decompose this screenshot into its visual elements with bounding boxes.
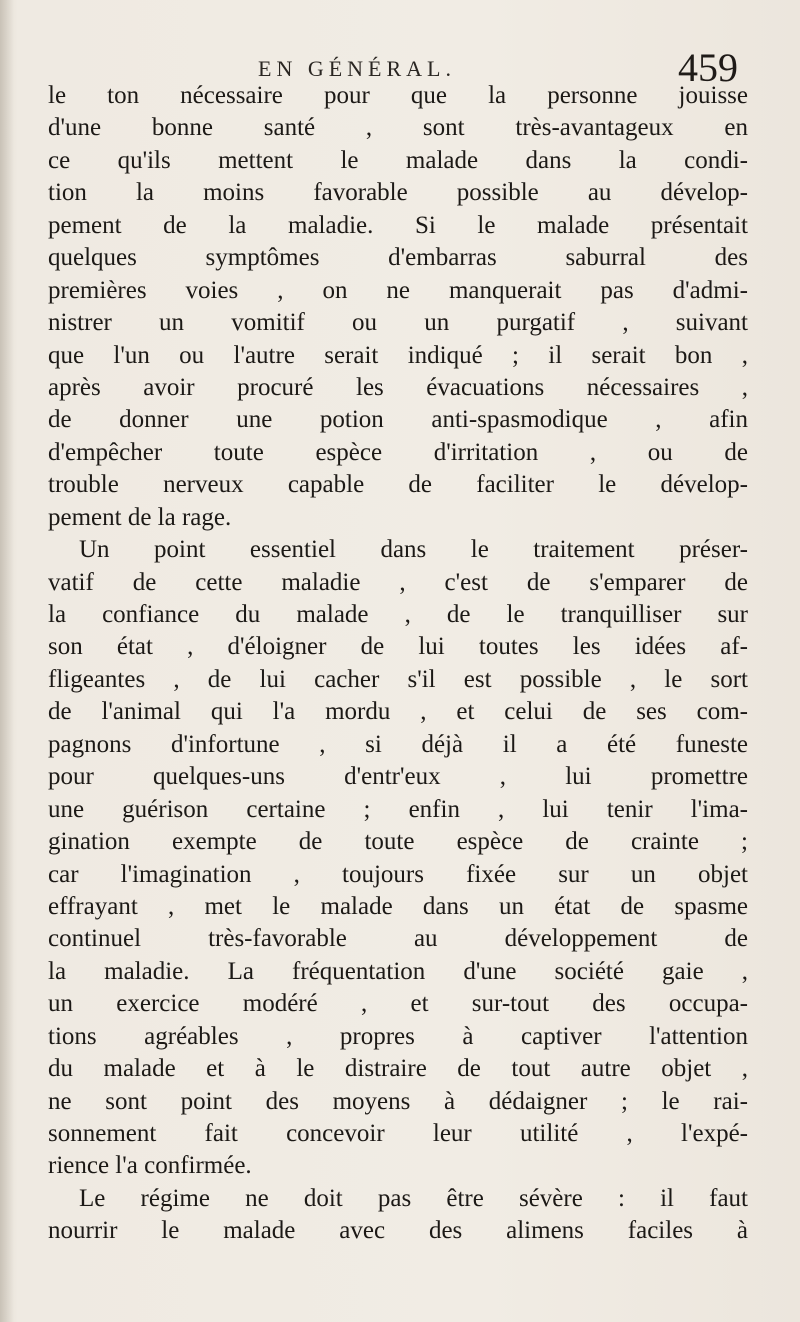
text-line: quelques symptômes d'embarras saburral des <box>48 244 748 272</box>
text-line: pement de la maladie. Si le malade présentait <box>48 211 748 239</box>
text-line: trouble nerveux capable de faciliter le dévelop- <box>48 471 748 499</box>
paragraph-start-line: Un point essentiel dans le traitement préser- <box>79 536 748 564</box>
text-line: d'une bonne santé , sont très-avantageux en <box>48 114 748 142</box>
text-line: du malade et à le distraire de tout autre objet , <box>48 1055 748 1083</box>
text-line: tion la moins favorable possible au dévelop- <box>48 179 748 207</box>
running-head: EN GÉNÉRAL. <box>258 56 456 81</box>
paragraph-end-line: pement de la rage. <box>48 503 232 531</box>
text-line: car l'imagination , toujours fixée sur un objet <box>48 860 748 888</box>
text-line: effrayant , met le malade dans un état de spasme <box>48 892 748 920</box>
text-line: pagnons d'infortune , si déjà il a été funeste <box>48 730 748 758</box>
paragraph-end-line: rience l'a confirmée. <box>48 1152 252 1180</box>
text-line: de l'animal qui l'a mordu , et celui de ses com- <box>48 698 748 726</box>
text-line: que l'un ou l'autre serait indiqué ; il serait bon , <box>48 341 748 369</box>
page-gutter-shadow <box>0 0 14 1322</box>
text-line: ce qu'ils mettent le malade dans la condi- <box>48 146 748 174</box>
text-line: la confiance du malade , de le tranquilliser sur <box>48 601 748 628</box>
text-line: le ton nécessaire pour que la personne jouisse <box>48 82 748 109</box>
text-line: vatif de cette maladie , c'est de s'emparer de <box>48 568 748 596</box>
text-line: son état , d'éloigner de lui toutes les idées af- <box>48 633 748 661</box>
text-line: un exercice modéré , et sur-tout des occupa- <box>48 990 748 1018</box>
text-line: nourrir le malade avec des alimens faciles à <box>48 1217 748 1245</box>
text-line: continuel très-favorable au développement de <box>48 925 748 953</box>
text-line: après avoir procuré les évacuations nécessaires , <box>48 373 748 401</box>
text-line: sonnement fait concevoir leur utilité , l'expé- <box>48 1120 748 1147</box>
text-line: premières voies , on ne manquerait pas d'admi- <box>48 276 748 304</box>
text-line: nistrer un vomitif ou un purgatif , suivant <box>48 309 748 337</box>
text-line: fligeantes , de lui cacher s'il est possible , le sort <box>48 665 748 693</box>
text-line: pour quelques-uns d'entr'eux , lui promettre <box>48 763 748 791</box>
body-text <box>48 80 748 1248</box>
paragraph-start-line: Le régime ne doit pas être sévère : il faut <box>79 1184 748 1212</box>
text-line: d'empêcher toute espèce d'irritation , ou de <box>48 438 748 466</box>
text-line: de donner une potion anti-spasmodique , afin <box>48 406 748 434</box>
text-line: la maladie. La fréquentation d'une société gaie , <box>48 957 748 985</box>
text-line: ne sont point des moyens à dédaigner ; le rai- <box>48 1087 748 1115</box>
text-line: gination exempte de toute espèce de crainte ; <box>48 828 748 856</box>
text-line: tions agréables , propres à captiver l'attention <box>48 1022 748 1050</box>
text-line: une guérison certaine ; enfin , lui tenir l'ima- <box>48 795 748 823</box>
page-number: 459 <box>678 45 738 90</box>
